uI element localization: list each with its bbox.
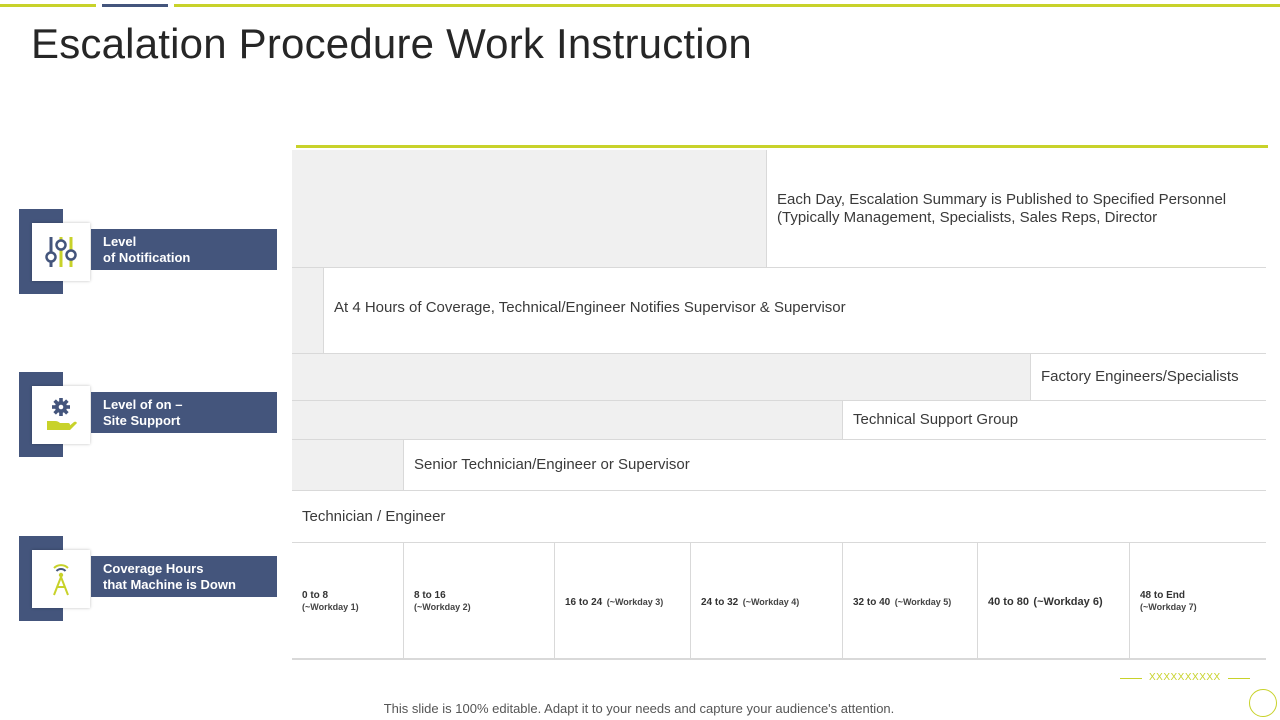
row-shade xyxy=(292,150,767,267)
label-box xyxy=(91,392,277,433)
row-notify xyxy=(292,268,1266,354)
side-label-notification xyxy=(19,209,277,295)
hours-workday: (~Workday 4) xyxy=(742,596,800,607)
hours-range: 8 to 16 xyxy=(414,589,446,601)
hours-workday: (~Workday 3) xyxy=(606,596,664,607)
factory-text: Factory Engineers/Specialists xyxy=(1041,368,1239,385)
top-accent-bar-mid xyxy=(102,4,168,7)
label-line-1: Coverage Hours xyxy=(103,561,204,576)
table-header-line xyxy=(296,145,1268,148)
deco-line-left xyxy=(1120,678,1142,679)
row-technician xyxy=(292,491,1266,543)
hours-range: 0 to 8 xyxy=(302,589,329,601)
hours-cell xyxy=(1130,543,1266,658)
hours-workday: (~Workday 1) xyxy=(302,601,359,612)
hours-cell xyxy=(292,543,404,658)
hours-range: 48 to End xyxy=(1140,589,1186,601)
hours-cell xyxy=(843,543,978,658)
hours-workday: (~Workday 5) xyxy=(894,596,952,607)
hours-cell xyxy=(404,543,555,658)
label-line-1: Level xyxy=(103,234,137,249)
notify-text: At 4 Hours of Coverage, Technical/Engineer Notifies Supervisor & Supervisor xyxy=(334,298,846,316)
hours-cell xyxy=(691,543,843,658)
row-factory xyxy=(292,354,1266,401)
label-line-1: Level of on – xyxy=(103,397,183,412)
label-box xyxy=(91,556,277,597)
tsg-text: Technical Support Group xyxy=(853,411,1019,428)
hours-cell xyxy=(555,543,691,658)
side-label-site-support xyxy=(19,372,277,458)
row-shade xyxy=(292,354,1031,400)
row-shade xyxy=(292,440,404,490)
icon-box xyxy=(32,550,90,608)
label-line-2: Site Support xyxy=(103,413,181,428)
hours-workday: (~Workday 2) xyxy=(414,601,471,612)
side-label-coverage-hours xyxy=(19,536,277,622)
label-line-2: of Notification xyxy=(103,250,191,265)
top-accent-bar-left xyxy=(0,4,96,7)
gear-hand-icon xyxy=(44,397,78,433)
hours-range: 32 to 40 xyxy=(853,596,891,608)
row-shade xyxy=(292,401,843,439)
row-summary xyxy=(292,150,1266,268)
summary-text xyxy=(767,150,1266,267)
summary-line-1: Each Day, Escalation Summary is Published to Specified Personnel xyxy=(777,190,1227,208)
escalation-table xyxy=(292,150,1266,660)
row-senior xyxy=(292,440,1266,491)
hours-range: 24 to 32 xyxy=(701,596,739,608)
hours-range: 40 to 80 xyxy=(988,595,1029,608)
sliders-icon xyxy=(45,235,77,269)
row-technical-support xyxy=(292,401,1266,440)
top-accent-bar-right xyxy=(174,4,1280,7)
hours-cell xyxy=(978,543,1130,658)
hours-workday: (~Workday 7) xyxy=(1140,601,1197,612)
hours-workday: (~Workday 6) xyxy=(1033,595,1103,608)
summary-line-2: (Typically Management, Specialists, Sales Reps, Director xyxy=(777,208,1158,226)
icon-box xyxy=(32,386,90,444)
row-hours xyxy=(292,543,1266,660)
label-box xyxy=(91,229,277,270)
page-title: Escalation Procedure Work Instruction xyxy=(31,20,752,67)
senior-text: Senior Technician/Engineer or Supervisor xyxy=(414,456,690,473)
deco-placeholder-text: XXXXXXXXXX xyxy=(1149,672,1221,683)
label-line-2: that Machine is Down xyxy=(103,577,236,592)
hours-range: 16 to 24 xyxy=(565,596,603,608)
deco-line-right xyxy=(1228,678,1250,679)
icon-box xyxy=(32,223,90,281)
antenna-tower-icon xyxy=(46,562,76,596)
row-shade xyxy=(292,268,324,353)
footer-note: This slide is 100% editable. Adapt it to your needs and capture your audience's attention. xyxy=(383,701,895,716)
technician-text: Technician / Engineer xyxy=(302,507,446,525)
